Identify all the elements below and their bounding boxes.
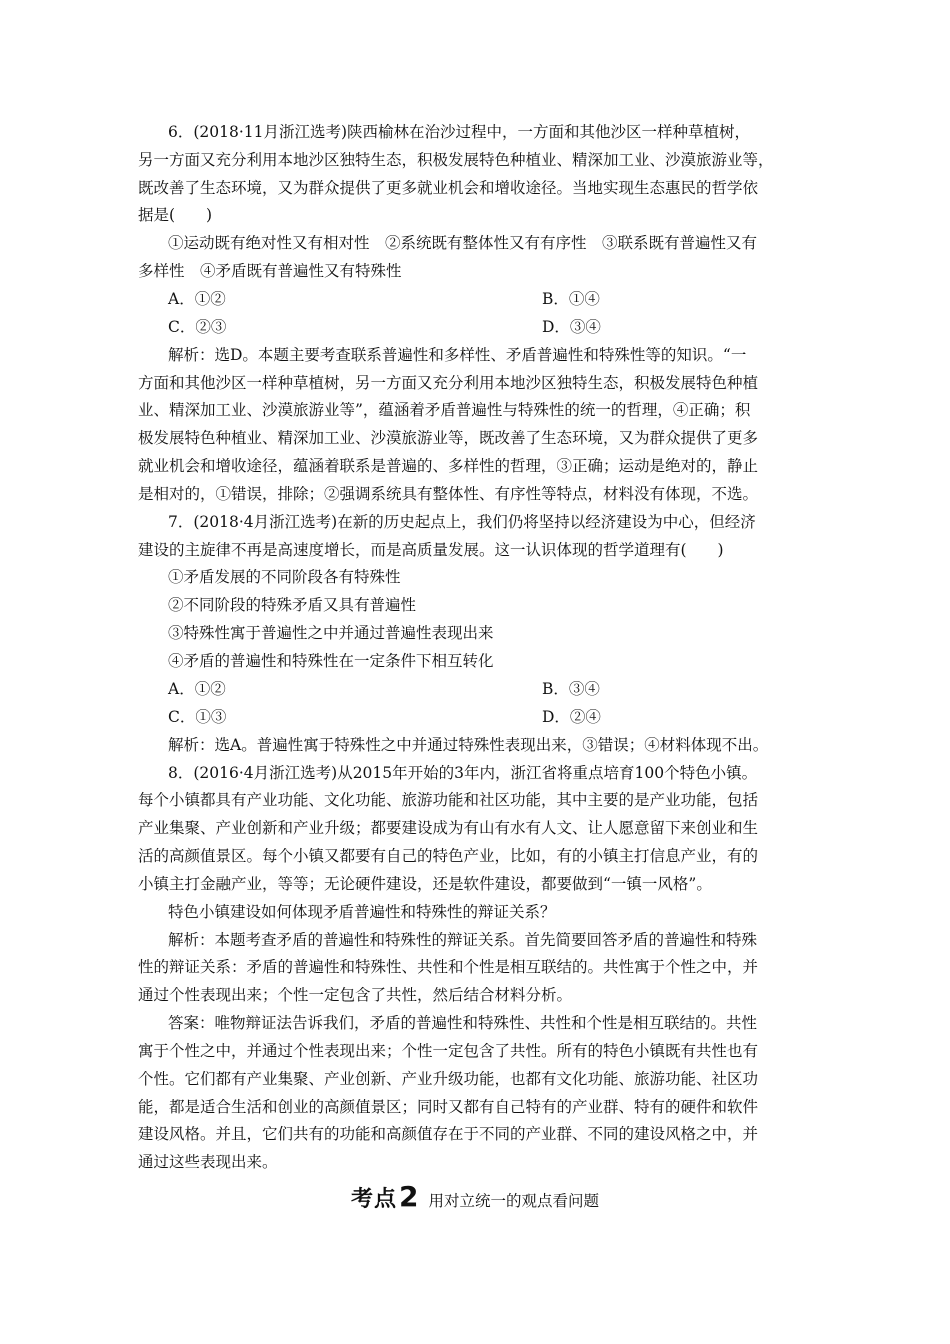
question-8-answer-line: 能，都是适合生活和创业的高颜值景区；同时又都有自己特有的产业群、特有的硬件和软件: [138, 1098, 759, 1116]
question-6-option-b: B．①④: [542, 290, 600, 308]
question-6-option-c: C．②③: [168, 318, 227, 336]
question-6-stem-line: 据是( ): [138, 206, 213, 224]
question-6-analysis-line: 业、精深加工业、沙漠旅游业等”，蕴涵着矛盾普遍性与特殊性的统一的哲理，④正确；积: [138, 401, 751, 419]
question-7-stem-line: 建设的主旋律不再是高速度增长，而是高质量发展。这一认识体现的哲学道理有( ): [138, 541, 724, 559]
question-7-statement: ④矛盾的普遍性和特殊性在一定条件下相互转化: [168, 652, 494, 670]
question-8-answer-line: 建设风格。并且，它们共有的功能和高颜值存在于不同的产业群、不同的建设风格之中，并: [138, 1125, 759, 1143]
question-8-stem-line: 每个小镇都具有产业功能、文化功能、旅游功能和社区功能，其中主要的是产业功能，包括: [138, 791, 759, 809]
question-6-statement-line: ①运动既有绝对性又有相对性 ②系统既有整体性又有有序性 ③联系既有普遍性又有: [168, 234, 758, 252]
question-8-analysis-line: 性的辩证关系：矛盾的普遍性和特殊性、共性和个性是相互联结的。共性寓于个性之中，并: [138, 958, 759, 976]
question-6-analysis-line: 解析：选D。本题主要考查联系普遍性和多样性、矛盾普遍性和特殊性等的知识。“一: [168, 346, 747, 364]
section-heading: [0, 1180, 950, 1213]
question-6-option-d: D．③④: [542, 318, 601, 336]
question-8-stem-line: 小镇主打金融产业，等等；无论硬件建设，还是软件建设，都要做到“一镇一风格”。: [138, 875, 712, 893]
question-7-analysis: 解析：选A。普遍性寓于特殊性之中并通过特殊性表现出来，③错误；④材料体现不出。: [168, 736, 769, 754]
question-8-question: 特色小镇建设如何体现矛盾普遍性和特殊性的辩证关系？: [168, 903, 556, 921]
question-7-option-b: B．③④: [542, 680, 600, 698]
question-6-option-a: A．①②: [168, 290, 226, 308]
section-label: 考点: [350, 1187, 397, 1212]
question-7-option-c: C．①③: [168, 708, 227, 726]
question-7-statement: ①矛盾发展的不同阶段各有特殊性: [168, 568, 401, 586]
question-8-answer-line: 答案：唯物辩证法告诉我们，矛盾的普遍性和特殊性、共性和个性是相互联结的。共性: [168, 1014, 758, 1032]
question-7-option-a: A．①②: [168, 680, 226, 698]
question-7-stem-line: 7．(2018·4月浙江选考)在新的历史起点上，我们仍将坚持以经济建设为中心，但经济: [168, 513, 756, 531]
question-7-statement: ③特殊性寓于普遍性之中并通过普遍性表现出来: [168, 624, 494, 642]
question-8-answer-line: 通过这些表现出来。: [138, 1153, 278, 1171]
question-6-analysis-line: 是相对的，①错误，排除；②强调系统具有整体性、有序性等特点，材料没有体现，不选。: [138, 485, 759, 503]
question-8-stem-line: 8．(2016·4月浙江选考)从2015年开始的3年内，浙江省将重点培育100个特色小镇。: [168, 764, 758, 782]
question-7-statement: ②不同阶段的特殊矛盾又具有普遍性: [168, 596, 417, 614]
question-6-stem-line: 6．(2018·11月浙江选考)陕西榆林在治沙过程中，一方面和其他沙区一样种草植树，: [168, 123, 751, 141]
question-6-statement-line: 多样性 ④矛盾既有普遍性又有特殊性: [138, 262, 402, 280]
question-7-option-d: D．②④: [542, 708, 601, 726]
question-8-stem-line: 活的高颜值景区。每个小镇又都要有自己的特色产业，比如，有的小镇主打信息产业，有的: [138, 847, 759, 865]
question-8-analysis-line: 通过个性表现出来；个性一定包含了共性，然后结合材料分析。: [138, 986, 573, 1004]
question-6-analysis-line: 方面和其他沙区一样种草植树，另一方面又充分利用本地沙区独特生态，积极发展特色种植: [138, 374, 759, 392]
question-6-stem-line: 既改善了生态环境，又为群众提供了更多就业机会和增收途径。当地实现生态惠民的哲学依: [138, 179, 759, 197]
section-title: 用对立统一的观点看问题: [428, 1192, 599, 1210]
question-8-answer-line: 个性。它们都有产业集聚、产业创新、产业升级功能，也都有文化功能、旅游功能、社区功: [138, 1070, 759, 1088]
question-8-answer-line: 寓于个性之中，并通过个性表现出来；个性一定包含了共性。所有的特色小镇既有共性也有: [138, 1042, 759, 1060]
question-6-analysis-line: 极发展特色种植业、精深加工业、沙漠旅游业等，既改善了生态环境，又为群众提供了更多: [138, 429, 759, 447]
question-6-stem-line: 另一方面又充分利用本地沙区独特生态，积极发展特色种植业、精深加工业、沙漠旅游业等，: [138, 151, 774, 169]
question-6-analysis-line: 就业机会和增收途径，蕴涵着联系是普遍的、多样性的哲理，③正确；运动是绝对的，静止: [138, 457, 759, 475]
question-8-analysis-line: 解析：本题考查矛盾的普遍性和特殊性的辩证关系。首先简要回答矛盾的普遍性和特殊: [168, 931, 758, 949]
question-8-stem-line: 产业集聚、产业创新和产业升级；都要建设成为有山有水有人文、让人愿意留下来创业和生: [138, 819, 759, 837]
section-number: 2: [399, 1180, 419, 1213]
